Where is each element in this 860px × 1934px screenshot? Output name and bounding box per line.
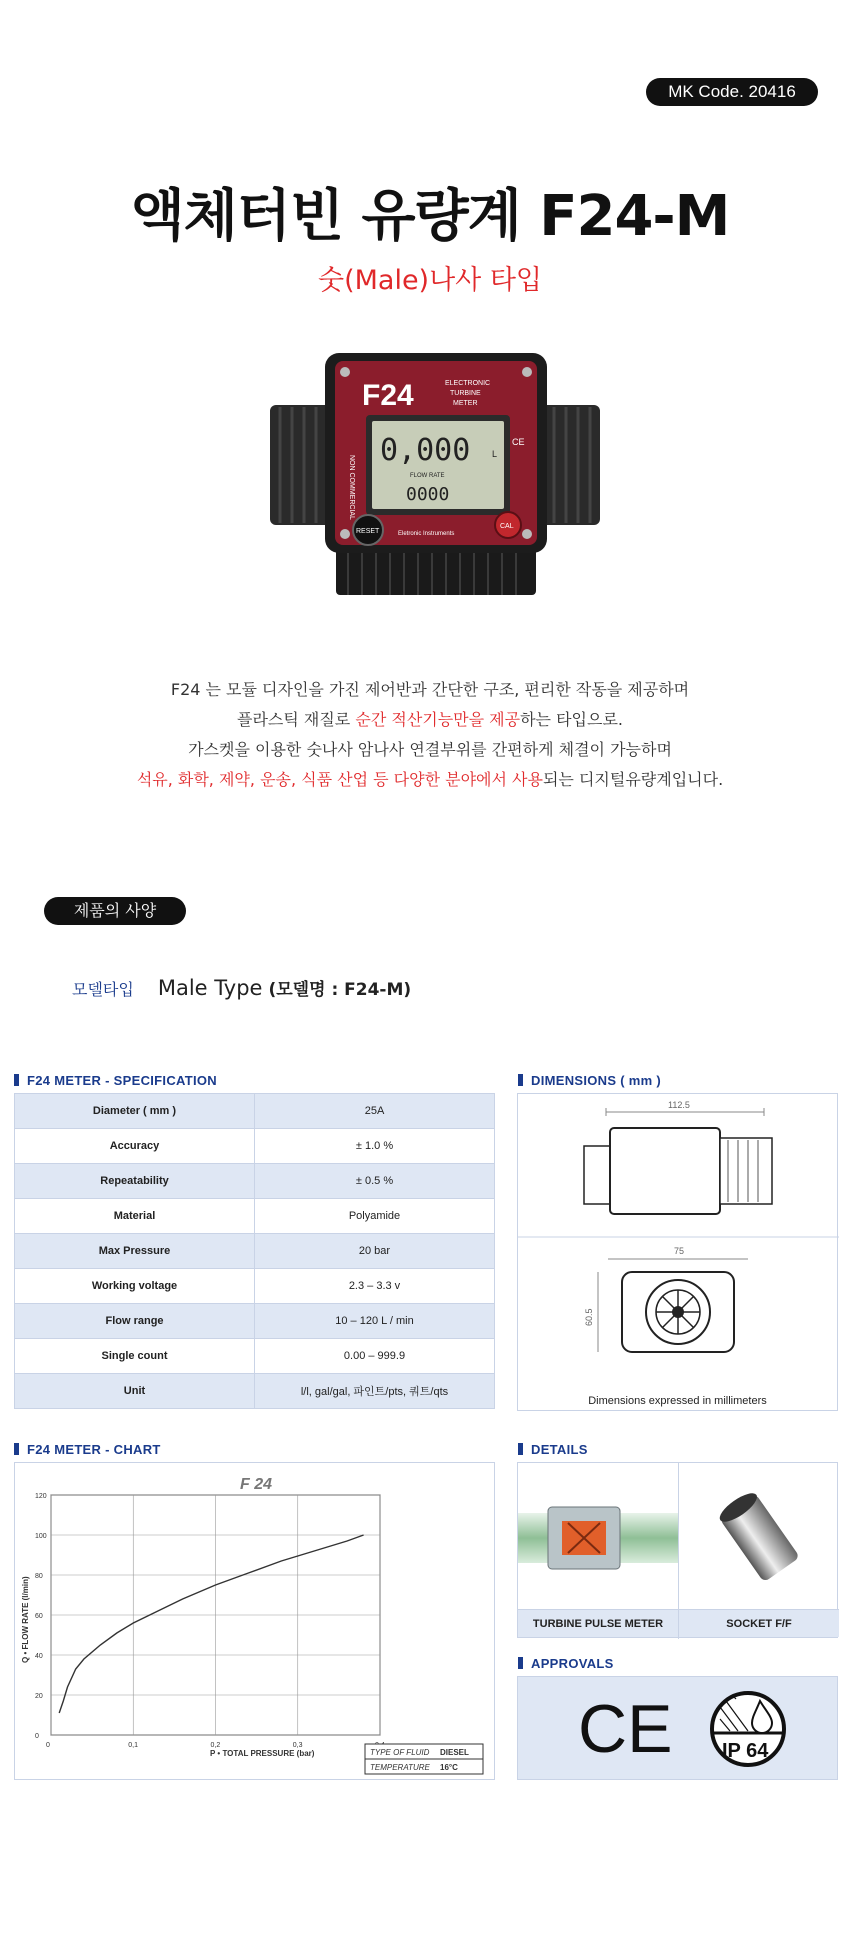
y-tick-label: 80 <box>35 1573 43 1580</box>
lcd-total: 0,000 <box>380 433 471 468</box>
meter-cal-label: CAL <box>500 523 514 530</box>
desc-line-4 <box>0 765 860 795</box>
spec-value: 10 – 120 L / min <box>255 1304 495 1339</box>
detail-label-turbine: TURBINE PULSE METER <box>518 1609 678 1637</box>
y-tick-label: 100 <box>35 1533 47 1540</box>
table-row <box>15 1199 495 1234</box>
spec-value: 20 bar <box>255 1234 495 1269</box>
x-tick-label: 0,2 <box>210 1742 221 1749</box>
spec-value: ± 0.5 % <box>255 1164 495 1199</box>
chart-xlabel: P • TOTAL PRESSURE (bar) <box>210 1749 315 1758</box>
spec-key: Diameter ( mm ) <box>15 1094 255 1129</box>
dimensions-caption: Dimensions expressed in millimeters <box>588 1395 767 1407</box>
y-tick-label: 0 <box>35 1733 39 1740</box>
spec-value: 2.3 – 3.3 v <box>255 1269 495 1304</box>
spec-key: Unit <box>15 1374 255 1409</box>
model-code: (모델명 : F24-M) <box>268 980 412 1000</box>
meter-label-2: TURBINE <box>450 390 481 397</box>
spec-value: Polyamide <box>255 1199 495 1234</box>
lcd-unit: L <box>492 449 498 459</box>
spec-value: ± 1.0 % <box>255 1129 495 1164</box>
model-type: Male Type <box>157 976 263 1000</box>
detail-label-socket: SOCKET F/F <box>679 1609 839 1637</box>
lcd-flow-label: FLOW RATE <box>410 473 445 479</box>
page-title: 액체터빈 유량계 F24-M <box>130 184 730 249</box>
table-row <box>15 1374 495 1409</box>
desc-line-2-highlight: 순간 적산기능만을 제공 <box>355 710 521 729</box>
meter-reset-label: RESET <box>356 528 380 535</box>
chart-title: F 24 <box>240 1476 273 1493</box>
model-row <box>72 975 411 1000</box>
flow-chart <box>15 1463 496 1781</box>
chart-box <box>14 1462 495 1780</box>
desc-line-2-pre: 플라스틱 재질로 <box>236 710 356 729</box>
table-row <box>15 1094 495 1129</box>
meter-maker-label: Eletronic Instruments <box>398 531 455 537</box>
y-tick-label: 20 <box>35 1693 43 1700</box>
meter-side-label: NON COMMERCIAL <box>348 455 355 520</box>
desc-line-3: 가스켓을 이용한 숫나사 암나사 연결부위를 간편하게 체결이 가능하며 <box>188 740 672 759</box>
y-tick-label: 120 <box>35 1493 47 1500</box>
spec-table <box>14 1093 495 1409</box>
meter-label-3: METER <box>453 400 478 407</box>
ip-rating: IP 64 <box>722 1740 769 1762</box>
fluid-value: DIESEL <box>440 1748 469 1757</box>
desc-line-2 <box>0 705 860 735</box>
dimensions-heading: DIMENSIONS ( mm ) <box>518 1073 661 1088</box>
model-label: 모델타입 <box>72 980 134 999</box>
table-row <box>15 1234 495 1269</box>
ip64-icon <box>708 1689 788 1769</box>
dim-height: 60.5 <box>584 1308 594 1326</box>
dim-width: 75 <box>674 1246 685 1256</box>
product-description <box>0 675 860 795</box>
spec-key: Material <box>15 1199 255 1234</box>
spec-key: Max Pressure <box>15 1234 255 1269</box>
meter-brand: F24 <box>362 379 414 412</box>
desc-line-2-post: 하는 타입으로. <box>520 710 624 729</box>
spec-value: 0.00 – 999.9 <box>255 1339 495 1374</box>
spec-key: Working voltage <box>15 1269 255 1304</box>
meter-ce-mark: CE <box>512 437 525 447</box>
fluid-label: TYPE OF FLUID <box>370 1748 430 1757</box>
spec-key: Single count <box>15 1339 255 1374</box>
spec-section-pill: 제품의 사양 <box>44 897 186 925</box>
spec-table-heading: F24 METER - SPECIFICATION <box>14 1073 217 1088</box>
page-subtitle: 숫(Male)나사 타입 <box>317 265 542 296</box>
chart-ylabel: Q • FLOW RATE (l/min) <box>21 1576 30 1663</box>
ce-mark: CE <box>578 1691 673 1767</box>
details-heading: DETAILS <box>518 1442 588 1457</box>
dimensions-drawing <box>518 1094 839 1384</box>
product-image <box>270 345 600 610</box>
x-tick-label: 0 <box>46 1742 50 1749</box>
y-tick-label: 40 <box>35 1653 43 1660</box>
spec-value: l/l, gal/gal, 파인트/pts, 쿼트/qts <box>255 1374 495 1409</box>
spec-key: Accuracy <box>15 1129 255 1164</box>
dim-length: 112.5 <box>668 1100 690 1110</box>
table-row <box>15 1164 495 1199</box>
table-row <box>15 1304 495 1339</box>
table-row <box>15 1269 495 1304</box>
details-box <box>517 1462 838 1638</box>
temp-label: TEMPERATURE <box>370 1763 430 1772</box>
desc-line-4-post: 되는 디지털유량계입니다. <box>542 770 724 789</box>
meter-label-1: ELECTRONIC <box>445 380 491 387</box>
x-tick-label: 0,3 <box>292 1742 303 1749</box>
y-tick-label: 60 <box>35 1613 43 1620</box>
dimensions-box <box>517 1093 838 1411</box>
chart-heading: F24 METER - CHART <box>14 1442 161 1457</box>
spec-key: Flow range <box>15 1304 255 1339</box>
lcd-rate: 0000 <box>406 484 450 505</box>
approvals-heading: APPROVALS <box>518 1656 614 1671</box>
table-row <box>15 1129 495 1164</box>
spec-key: Repeatability <box>15 1164 255 1199</box>
socket-detail-image <box>679 1463 839 1611</box>
table-row <box>15 1339 495 1374</box>
desc-line-1: F24 는 모듈 디자인을 가진 제어반과 간단한 구조, 편리한 작동을 제공하며 <box>170 680 690 699</box>
turbine-detail-image <box>518 1463 678 1611</box>
approvals-box <box>517 1676 838 1780</box>
desc-line-4-highlight: 석유, 화학, 제약, 운송, 식품 산업 등 다양한 분야에서 사용 <box>136 770 543 789</box>
mk-code-badge: MK Code. 20416 <box>646 78 818 106</box>
x-tick-label: 0,1 <box>128 1742 138 1749</box>
temp-value: 16°C <box>440 1763 458 1772</box>
spec-value: 25A <box>255 1094 495 1129</box>
